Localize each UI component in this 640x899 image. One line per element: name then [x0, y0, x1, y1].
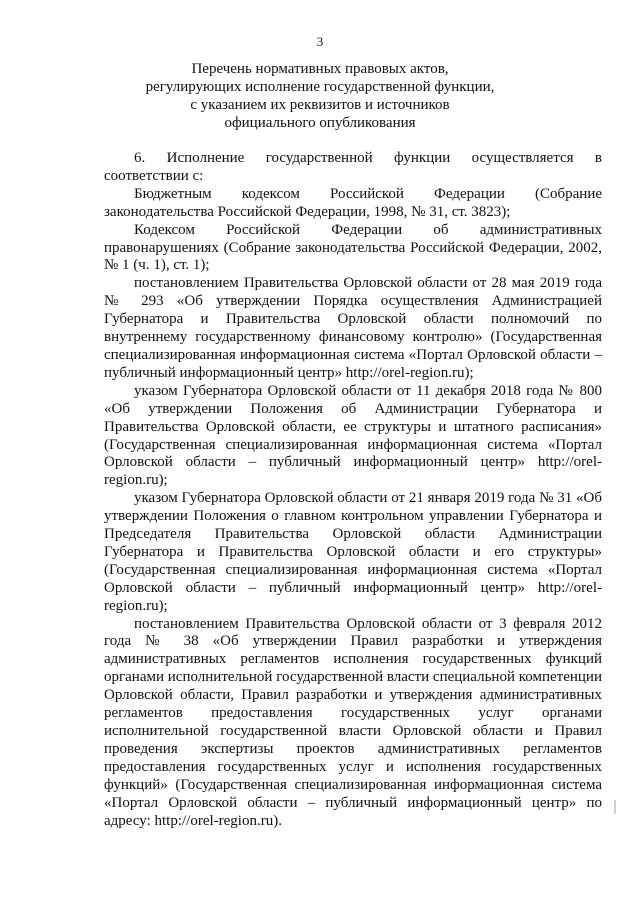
paragraph-admin-code: Кодексом Российской Федерации об административных правонарушениях (Собрание законодательства Российской Федерации, 2002, № 1 (ч. 1), ст. 1);: [104, 221, 602, 274]
paragraph-intro: 6. Исполнение государственной функции осуществляется в соответствии с:: [104, 150, 602, 184]
heading-line: официального опубликования: [224, 115, 416, 131]
paragraph-decree-31: указом Губернатора Орловской области от 21 января 2019 года № 31 «Об утверждении Положения о главном контрольном управлении Губернатора и Председателя Правительства Орловской области Администрации Губернатора и Правительства Орловской области и его структуры» (Государственная специализированная информационная система «Портал Орловской области – публичный информационный центр» http://orel-region.ru);: [104, 490, 602, 614]
document-heading: [90, 60, 550, 132]
paragraph-resolution-38: постановлением Правительства Орловской области от 3 февраля 2012 года № 38 «Об утверждении Правил разработки и утверждения административных регламентов исполнения государственных функций органами исполнительной государственной власти специальной компетенции Орловской области, Правил разработки и утверждения административных регламентов предоставления государственных услуг органами исполнительной государственной власти Орловской области и Правил проведения экспертизы проектов административных регламентов предоставления государственных услуг и исполнения государственных функций» (Государственная специализированная информационная система «Портал Орловской области – публичный информационный центр» по адресу: http://orel-region.ru).: [104, 615, 602, 829]
scan-artifact: [614, 800, 616, 814]
heading-line: Перечень нормативных правовых актов,: [191, 61, 449, 77]
document-body: [104, 150, 602, 830]
page-number: 3: [316, 34, 324, 49]
paragraph-resolution-293: постановлением Правительства Орловской области от 28 мая 2019 года № 293 «Об утверждении Порядка осуществления Администрацией Губернатора и Правительства Орловской области полномочий по внутреннему государственному финансовому контролю» (Государственная специализированная информационная система «Портал Орловской области – публичный информационный центр» http://orel-region.ru);: [104, 275, 602, 381]
heading-line: с указанием их реквизитов и источников: [190, 97, 450, 113]
paragraph-decree-800: указом Губернатора Орловской области от 11 декабря 2018 года № 800 «Об утверждении Положения об Администрации Губернатора и Правительства Орловской области, ее структуры и штатного расписания» (Государственная специализированная информационная система «Портал Орловской области – публичный информационный центр» http://orel-region.ru);: [104, 382, 602, 489]
paragraph-budget-code: Бюджетным кодексом Российской Федерации (Собрание законодательства Российской Федерации, 1998, № 31, ст. 3823);: [104, 185, 602, 220]
heading-line: регулирующих исполнение государственной функции,: [145, 79, 495, 95]
